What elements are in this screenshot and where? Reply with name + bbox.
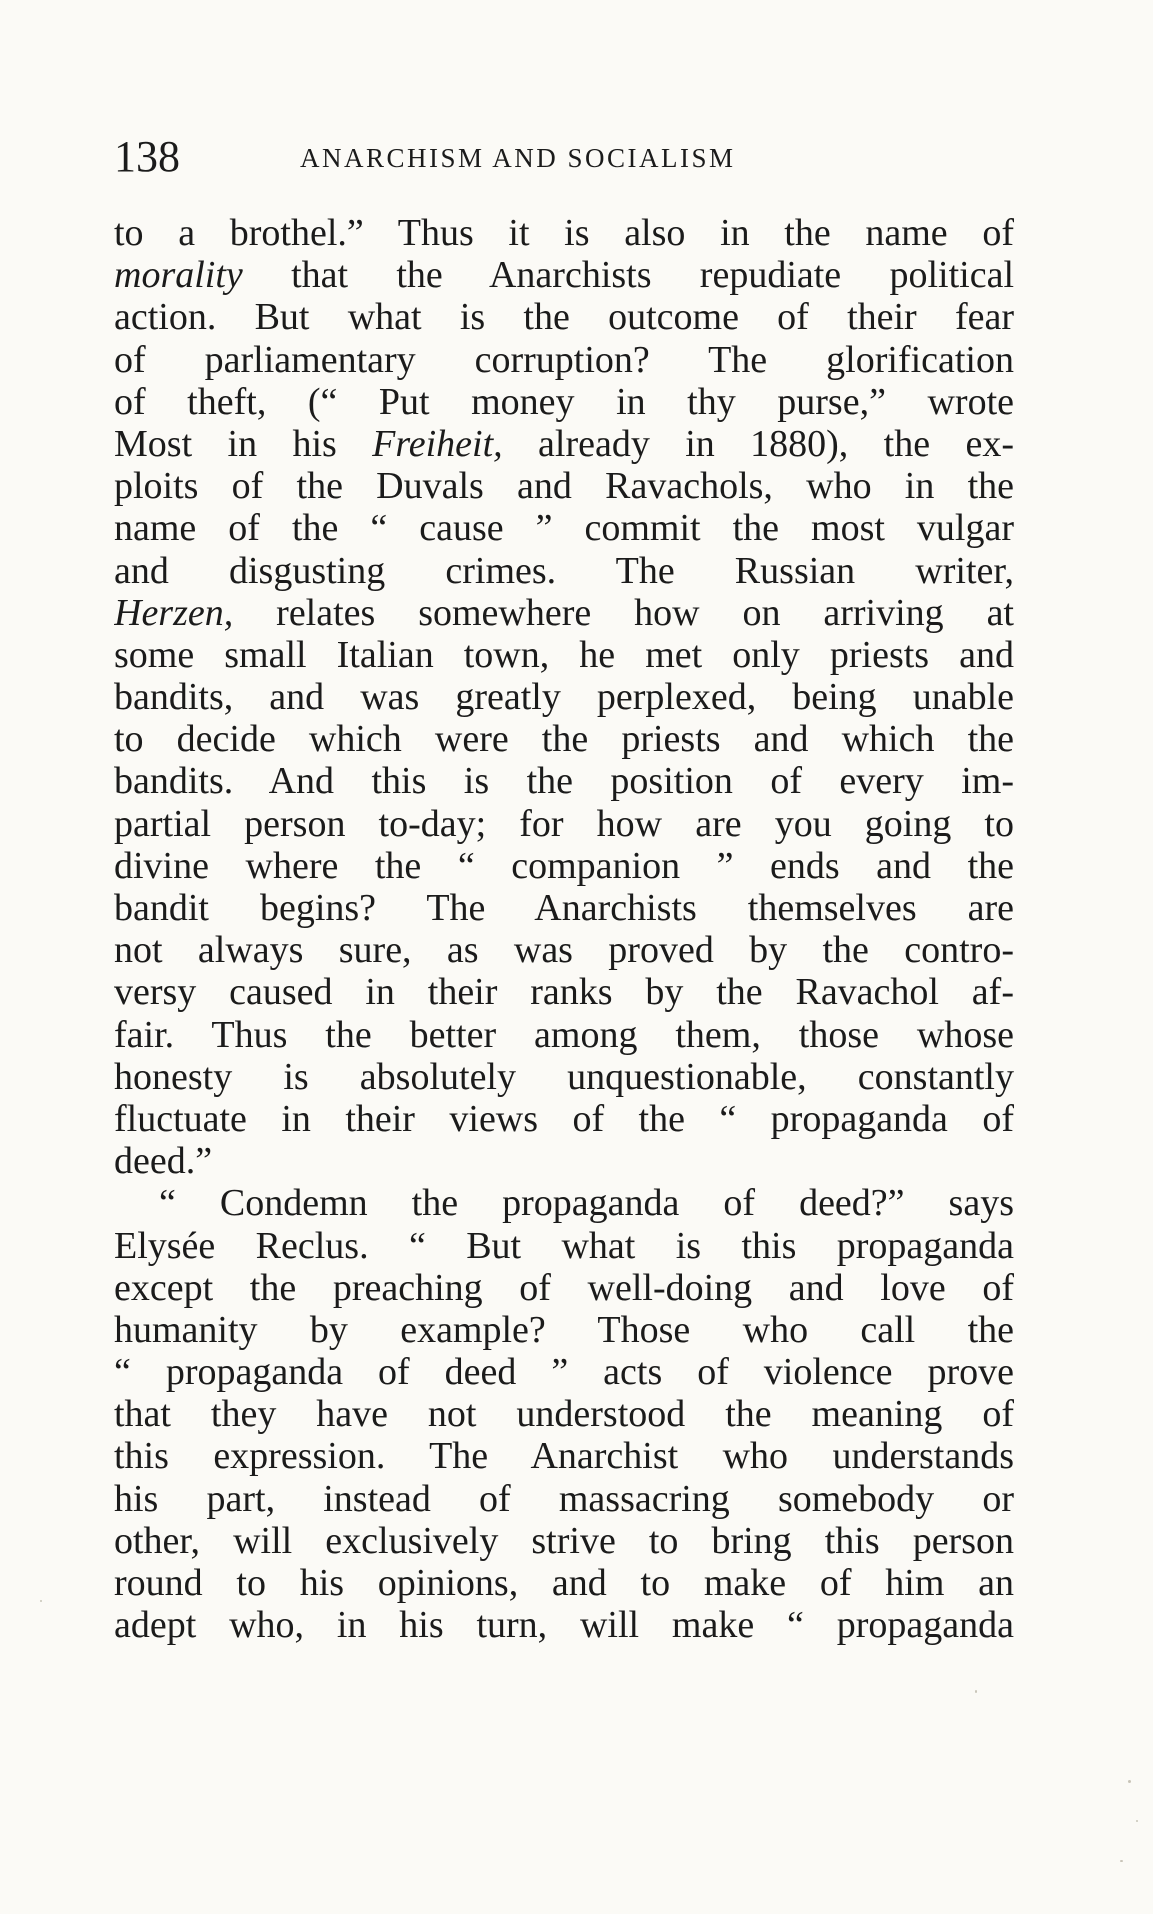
text-line: to a brothel.” Thus it is also in the name of (114, 212, 1014, 254)
paper-speck (40, 1600, 42, 1602)
paper-speck (1128, 1780, 1131, 1783)
page-number: 138 (114, 132, 180, 181)
text-line: bandits. And this is the position of every im- (114, 760, 1014, 803)
text-line: morality that the Anarchists repudiate political (114, 254, 1014, 297)
text-line: other, will exclusively strive to bring this person (114, 1519, 1014, 1562)
paper-speck (975, 1690, 977, 1693)
text-line: his part, instead of massacring somebody or (114, 1477, 1014, 1520)
text-line: “ Condemn the propaganda of deed?” says (159, 1182, 1014, 1225)
body-text (114, 212, 1014, 1646)
text-line: of parliamentary corruption? The glorification (114, 338, 1014, 381)
text-line: round to his opinions, and to make of him an (114, 1562, 1014, 1604)
text-line: ploits of the Duvals and Ravachols, who in the (114, 465, 1014, 508)
text-line: humanity by example? Those who call the (114, 1308, 1014, 1351)
paper-speck (1120, 1860, 1123, 1862)
text-line: adept who, in his turn, will make “ propaganda (114, 1604, 1014, 1647)
text-line: bandits, and was greatly perplexed, being unable (114, 676, 1014, 719)
text-line: partial person to-day; for how are you going to (114, 802, 1014, 845)
text-line: fluctuate in their views of the “ propaganda of (114, 1097, 1014, 1140)
text-line: Elysée Reclus. “ But what is this propaganda (114, 1224, 1014, 1267)
text-line: to decide which were the priests and which the (114, 718, 1014, 761)
text-line: deed.” (114, 1140, 213, 1183)
italic-word: Freiheit, (372, 422, 503, 465)
paper-speck (1136, 1820, 1138, 1822)
running-head: ANARCHISM AND SOCIALISM (300, 143, 736, 173)
text-line: and disgusting crimes. The Russian writer, (114, 549, 1014, 592)
text-line: that they have not understood the meaning of (114, 1393, 1014, 1436)
italic-word: morality (114, 254, 243, 297)
text-line: except the preaching of well-doing and love of (114, 1266, 1014, 1309)
text-line: not always sure, as was proved by the contro- (114, 929, 1014, 972)
text-line: action. But what is the outcome of their fear (114, 296, 1014, 339)
text-line: of theft, (“ Put money in thy purse,” wrote (114, 380, 1014, 423)
text-line: “ propaganda of deed ” acts of violence prove (114, 1351, 1014, 1394)
text-line: divine where the “ companion ” ends and the (114, 844, 1014, 887)
page-header (114, 132, 1014, 182)
text-line: name of the “ cause ” commit the most vulgar (114, 507, 1014, 550)
text-line: bandit begins? The Anarchists themselves are (114, 887, 1014, 929)
text-line: this expression. The Anarchist who understands (114, 1435, 1014, 1478)
text-line: some small Italian town, he met only priests and (114, 633, 1014, 676)
text-line: fair. Thus the better among them, those whose (114, 1013, 1014, 1056)
text-line: versy caused in their ranks by the Ravachol af- (114, 971, 1014, 1014)
text-line: honesty is absolutely unquestionable, constantly (114, 1055, 1014, 1098)
text-line: Most in his Freiheit, already in 1880), the ex- (114, 422, 1014, 465)
text-line: Herzen, relates somewhere how on arriving at (114, 591, 1014, 634)
italic-word: Herzen, (114, 591, 234, 634)
